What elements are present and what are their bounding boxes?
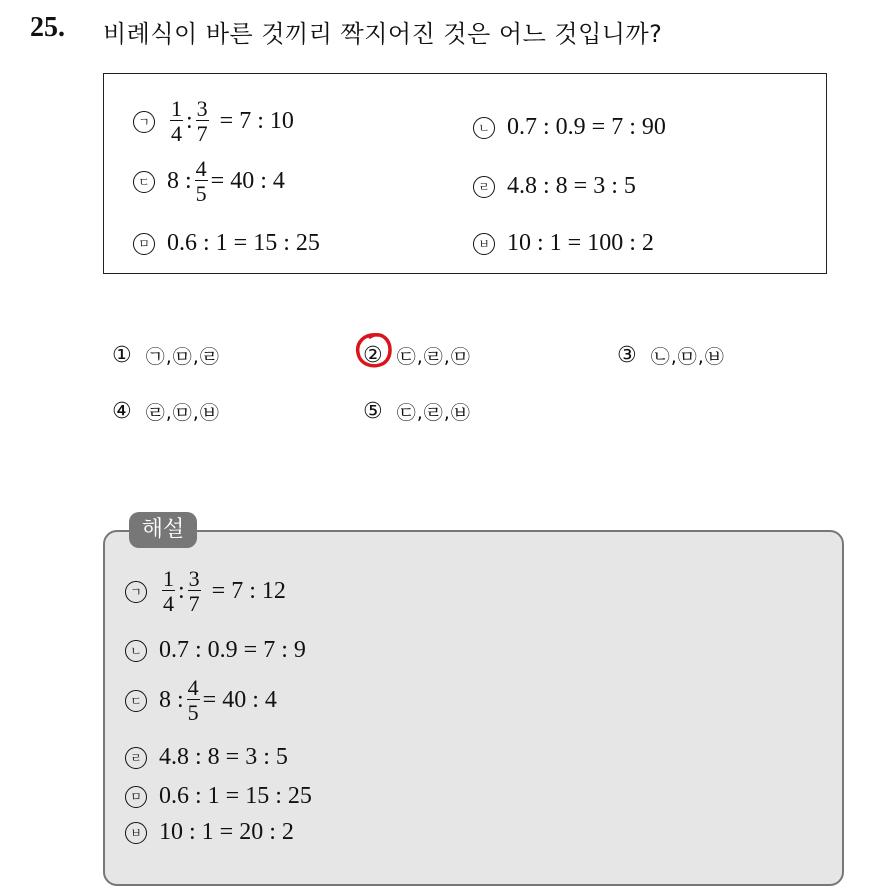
- explanation-line-e: ㅁ 0.6 : 1 = 15 : 25: [125, 783, 312, 810]
- label-circle: ㅂ: [473, 233, 495, 255]
- label-circle: ㄹ: [473, 176, 495, 198]
- label-circle: ㄱ: [125, 581, 147, 603]
- statement-a: ㄱ $\frac{1}{4}$ : $\frac{3}{7}$ = 7 : 10: [133, 98, 294, 145]
- choice-5[interactable]: ⑤ ㉢,㉣,㉥: [363, 399, 471, 424]
- explanation-line-c: ㄷ 8 : $\frac{4}{5}$ = 40 : 4: [125, 677, 277, 724]
- choice-1[interactable]: ① ㉠,㉤,㉣: [112, 343, 220, 368]
- statement-e: ㅁ 0.6 : 1 = 15 : 25: [133, 230, 320, 257]
- explanation-line-b: ㄴ 0.7 : 0.9 = 7 : 9: [125, 637, 306, 664]
- statement-b: ㄴ 0.7 : 0.9 = 7 : 90: [473, 114, 666, 141]
- label-circle: ㄷ: [133, 171, 155, 193]
- explanation-line-f: ㅂ 10 : 1 = 20 : 2: [125, 819, 294, 846]
- explanation-line-a: ㄱ $\frac{1}{4}$ : $\frac{3}{7}$ = 7 : 12: [125, 568, 286, 615]
- choice-3[interactable]: ③ ㉡,㉤,㉥: [617, 343, 725, 368]
- statement-d: ㄹ 4.8 : 8 = 3 : 5: [473, 173, 636, 200]
- statement-c: ㄷ 8 : $\frac{4}{5}$ = 40 : 4: [133, 158, 285, 205]
- label-circle: ㄴ: [473, 117, 495, 139]
- choice-4[interactable]: ④ ㉣,㉤,㉥: [112, 399, 220, 424]
- fraction: $\frac{1}{4}$: [171, 96, 182, 146]
- choice-2[interactable]: ② ㉢,㉣,㉤: [363, 343, 471, 368]
- fraction: $\frac{4}{5}$: [195, 156, 207, 206]
- answer-mark-circle: [354, 331, 394, 371]
- label-circle: ㅂ: [125, 822, 147, 844]
- fraction: $\frac{3}{7}$: [196, 96, 208, 146]
- label-circle: ㅁ: [125, 786, 147, 808]
- question-number: 25.: [30, 12, 65, 43]
- fraction: $\frac{3}{7}$: [188, 566, 200, 616]
- label-circle: ㄱ: [133, 111, 155, 133]
- question-text: 비례식이 바른 것끼리 짝지어진 것은 어느 것입니까?: [103, 20, 663, 48]
- fraction: $\frac{4}{5}$: [187, 675, 199, 725]
- label-circle: ㄹ: [125, 747, 147, 769]
- statement-f: ㅂ 10 : 1 = 100 : 2: [473, 230, 654, 257]
- label-circle: ㅁ: [133, 233, 155, 255]
- explanation-tag: 해설: [129, 512, 197, 548]
- explanation-line-d: ㄹ 4.8 : 8 = 3 : 5: [125, 744, 288, 771]
- fraction: $\frac{1}{4}$: [163, 566, 174, 616]
- label-circle: ㄷ: [125, 690, 147, 712]
- label-circle: ㄴ: [125, 640, 147, 662]
